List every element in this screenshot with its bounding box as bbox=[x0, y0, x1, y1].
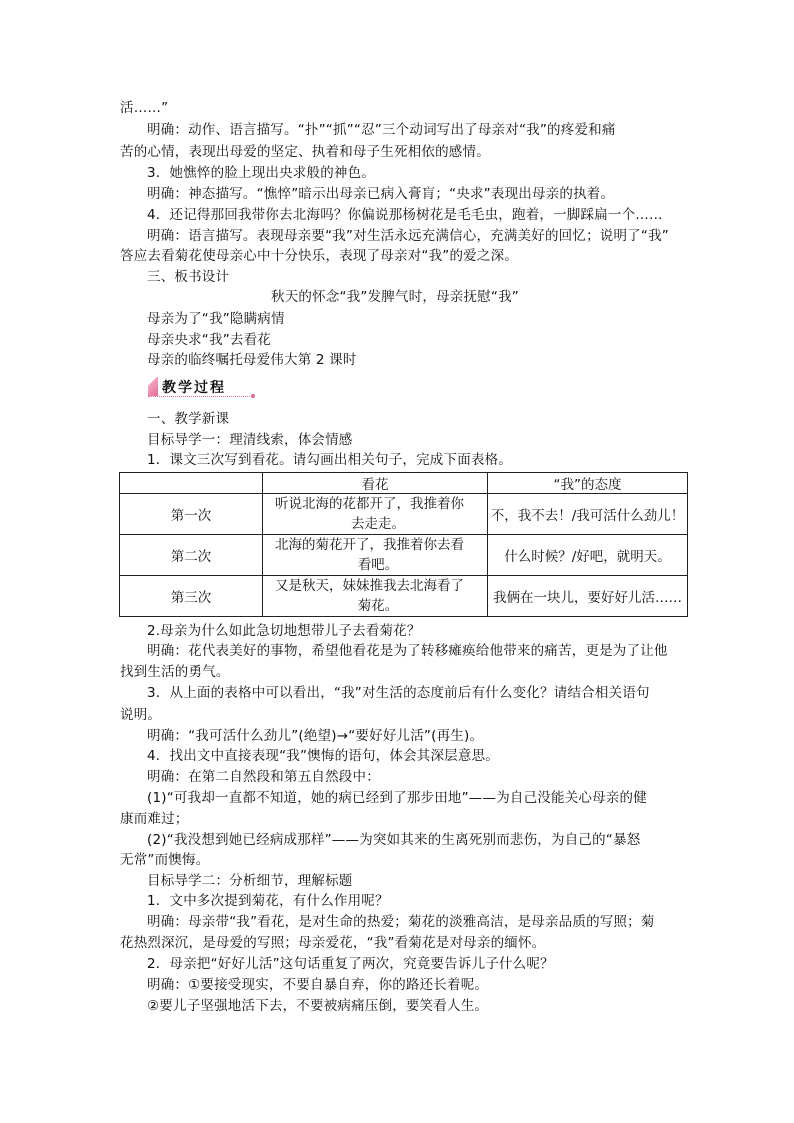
answer-line: 找到生活的勇气。 bbox=[120, 664, 230, 680]
badge-label: 教学过程 bbox=[162, 380, 226, 396]
attitude-cell: 什么时候？/好吧，就明天。 bbox=[488, 535, 688, 576]
answer-line: 明确：“我可活什么劲儿”(绝望)→“要好好儿活”(再生)。 bbox=[147, 728, 484, 744]
table-row bbox=[120, 494, 688, 535]
question-line: 4．找出文中直接表现“我”懊悔的语句，体会其深层意思。 bbox=[147, 748, 499, 764]
row-label: 第二次 bbox=[120, 535, 263, 576]
answer-line: (2)“我没想到她已经病成那样”——为突如其来的生离死别而悲伤，为自己的“暴怒 bbox=[147, 832, 641, 848]
blackboard-line: 母亲央求“我”去看花 bbox=[147, 332, 271, 348]
badge-corner-mark bbox=[148, 377, 158, 396]
blackboard-title: 秋天的怀念“我”发脾气时，母亲抚慰“我” bbox=[271, 289, 519, 305]
attitude-cell: 不，我不去！/我可活什么劲儿！ bbox=[488, 494, 688, 535]
table-header-cell: 看花 bbox=[263, 473, 488, 494]
answer-line: 明确：在第二自然段和第五自然段中： bbox=[147, 769, 380, 785]
question-line: 说明。 bbox=[120, 707, 162, 723]
answer-line: (1)“可我却一直都不知道，她的病已经到了那步田地”——为自己没能关心母亲的健 bbox=[147, 790, 647, 806]
text-line: 答应去看菊花使母亲心中十分快乐，表现了母亲对“我”的爱之深。 bbox=[120, 248, 518, 264]
badge-dot bbox=[251, 394, 255, 398]
question-line: 1．课文三次写到看花。请勾画出相关句子，完成下面表格。 bbox=[147, 452, 512, 468]
row-label: 第三次 bbox=[120, 576, 263, 617]
table-header-cell bbox=[120, 473, 263, 494]
question-line: 2．母亲把“好好儿活”这句话重复了两次，究竟要告诉儿子什么呢？ bbox=[147, 956, 554, 972]
section-heading: 三、板书设计 bbox=[147, 269, 230, 285]
answer-line: 康而难过； bbox=[120, 811, 189, 827]
look-text: 北海的菊花开了，我推着你去看 bbox=[275, 537, 464, 553]
answer-line: ②要儿子坚强地活下去，不要被病痛压倒，要笑看人生。 bbox=[147, 998, 489, 1014]
look-text-cont: 菊花。 bbox=[357, 598, 399, 614]
table-row bbox=[120, 535, 688, 576]
goal-heading: 目标导学一：理清线索，体会情感 bbox=[147, 432, 353, 448]
section-heading: 一、教学新课 bbox=[147, 411, 230, 427]
look-text-cont: 看吧。 bbox=[357, 557, 399, 573]
look-cell bbox=[263, 576, 488, 617]
answer-line: 花热烈深沉，是母爱的写照；母亲爱花，“我”看菊花是对母亲的缅怀。 bbox=[120, 935, 546, 951]
look-text-cont: 去走走。 bbox=[351, 516, 405, 532]
text-line: 明确：动作、语言描写。“扑”“抓”“忍”三个动词写出了母亲对“我”的疼爱和痛 bbox=[147, 122, 616, 138]
attitude-cell: 我俩在一块儿，要好好儿活…… bbox=[488, 576, 688, 617]
question-line: 1．文中多次提到菊花，有什么作用呢？ bbox=[147, 893, 389, 909]
question-line: 3．从上面的表格中可以看出，“我”对生活的态度前后有什么变化？请结合相关语句 bbox=[147, 685, 650, 701]
text-line: 明确：神态描写。“憔悴”暗示出母亲已病入膏肓；“央求”表现出母亲的执着。 bbox=[147, 186, 615, 202]
blackboard-line: 母亲为了“我”隐瞒病情 bbox=[147, 311, 285, 327]
table-row bbox=[120, 576, 688, 617]
answer-line: 明确：①要接受现实，不要自暴自弃，你的路还长着呢。 bbox=[147, 977, 489, 993]
look-text: 听说北海的花都开了，我推着你 bbox=[275, 496, 464, 512]
look-text: 又是秋天，妹妹推我去北海看了 bbox=[275, 578, 464, 594]
text-line: 4．还记得那回我带你去北海吗？你偏说那杨树花是毛毛虫，跑着，一脚踩扁一个…… bbox=[147, 207, 663, 223]
answer-line: 明确：花代表美好的事物，希望他看花是为了转移瘫痪给他带来的痛苦，更是为了让他 bbox=[147, 643, 668, 659]
badge-underline bbox=[148, 396, 252, 397]
answer-line: 明确：母亲带“我”看花，是对生命的热爱；菊花的淡雅高洁，是母亲品质的写照；菊 bbox=[147, 914, 655, 930]
look-cell bbox=[263, 535, 488, 576]
table-header-row bbox=[120, 473, 688, 494]
table-header-cell: “我”的态度 bbox=[488, 473, 688, 494]
text-line: 3．她憔悴的脸上现出央求般的神色。 bbox=[147, 165, 375, 181]
row-label: 第一次 bbox=[120, 494, 263, 535]
text-line: 明确：语言描写。表现母亲要“我”对生活永远充满信心，充满美好的回忆；说明了“我” bbox=[147, 228, 669, 244]
section-badge bbox=[148, 377, 256, 397]
look-cell bbox=[263, 494, 488, 535]
text-line: 活……” bbox=[120, 100, 169, 116]
question-line: 2.母亲为什么如此急切地想带儿子去看菊花？ bbox=[147, 623, 421, 639]
blackboard-line: 母亲的临终嘱托母爱伟大第 2 课时 bbox=[147, 352, 357, 368]
answer-line: 无常”而懊悔。 bbox=[120, 852, 210, 868]
text-line: 苦的心情，表现出母爱的坚定、执着和母子生死相依的感情。 bbox=[120, 144, 490, 160]
flower-viewing-table bbox=[119, 472, 688, 617]
goal-heading: 目标导学二：分析细节，理解标题 bbox=[147, 873, 353, 889]
